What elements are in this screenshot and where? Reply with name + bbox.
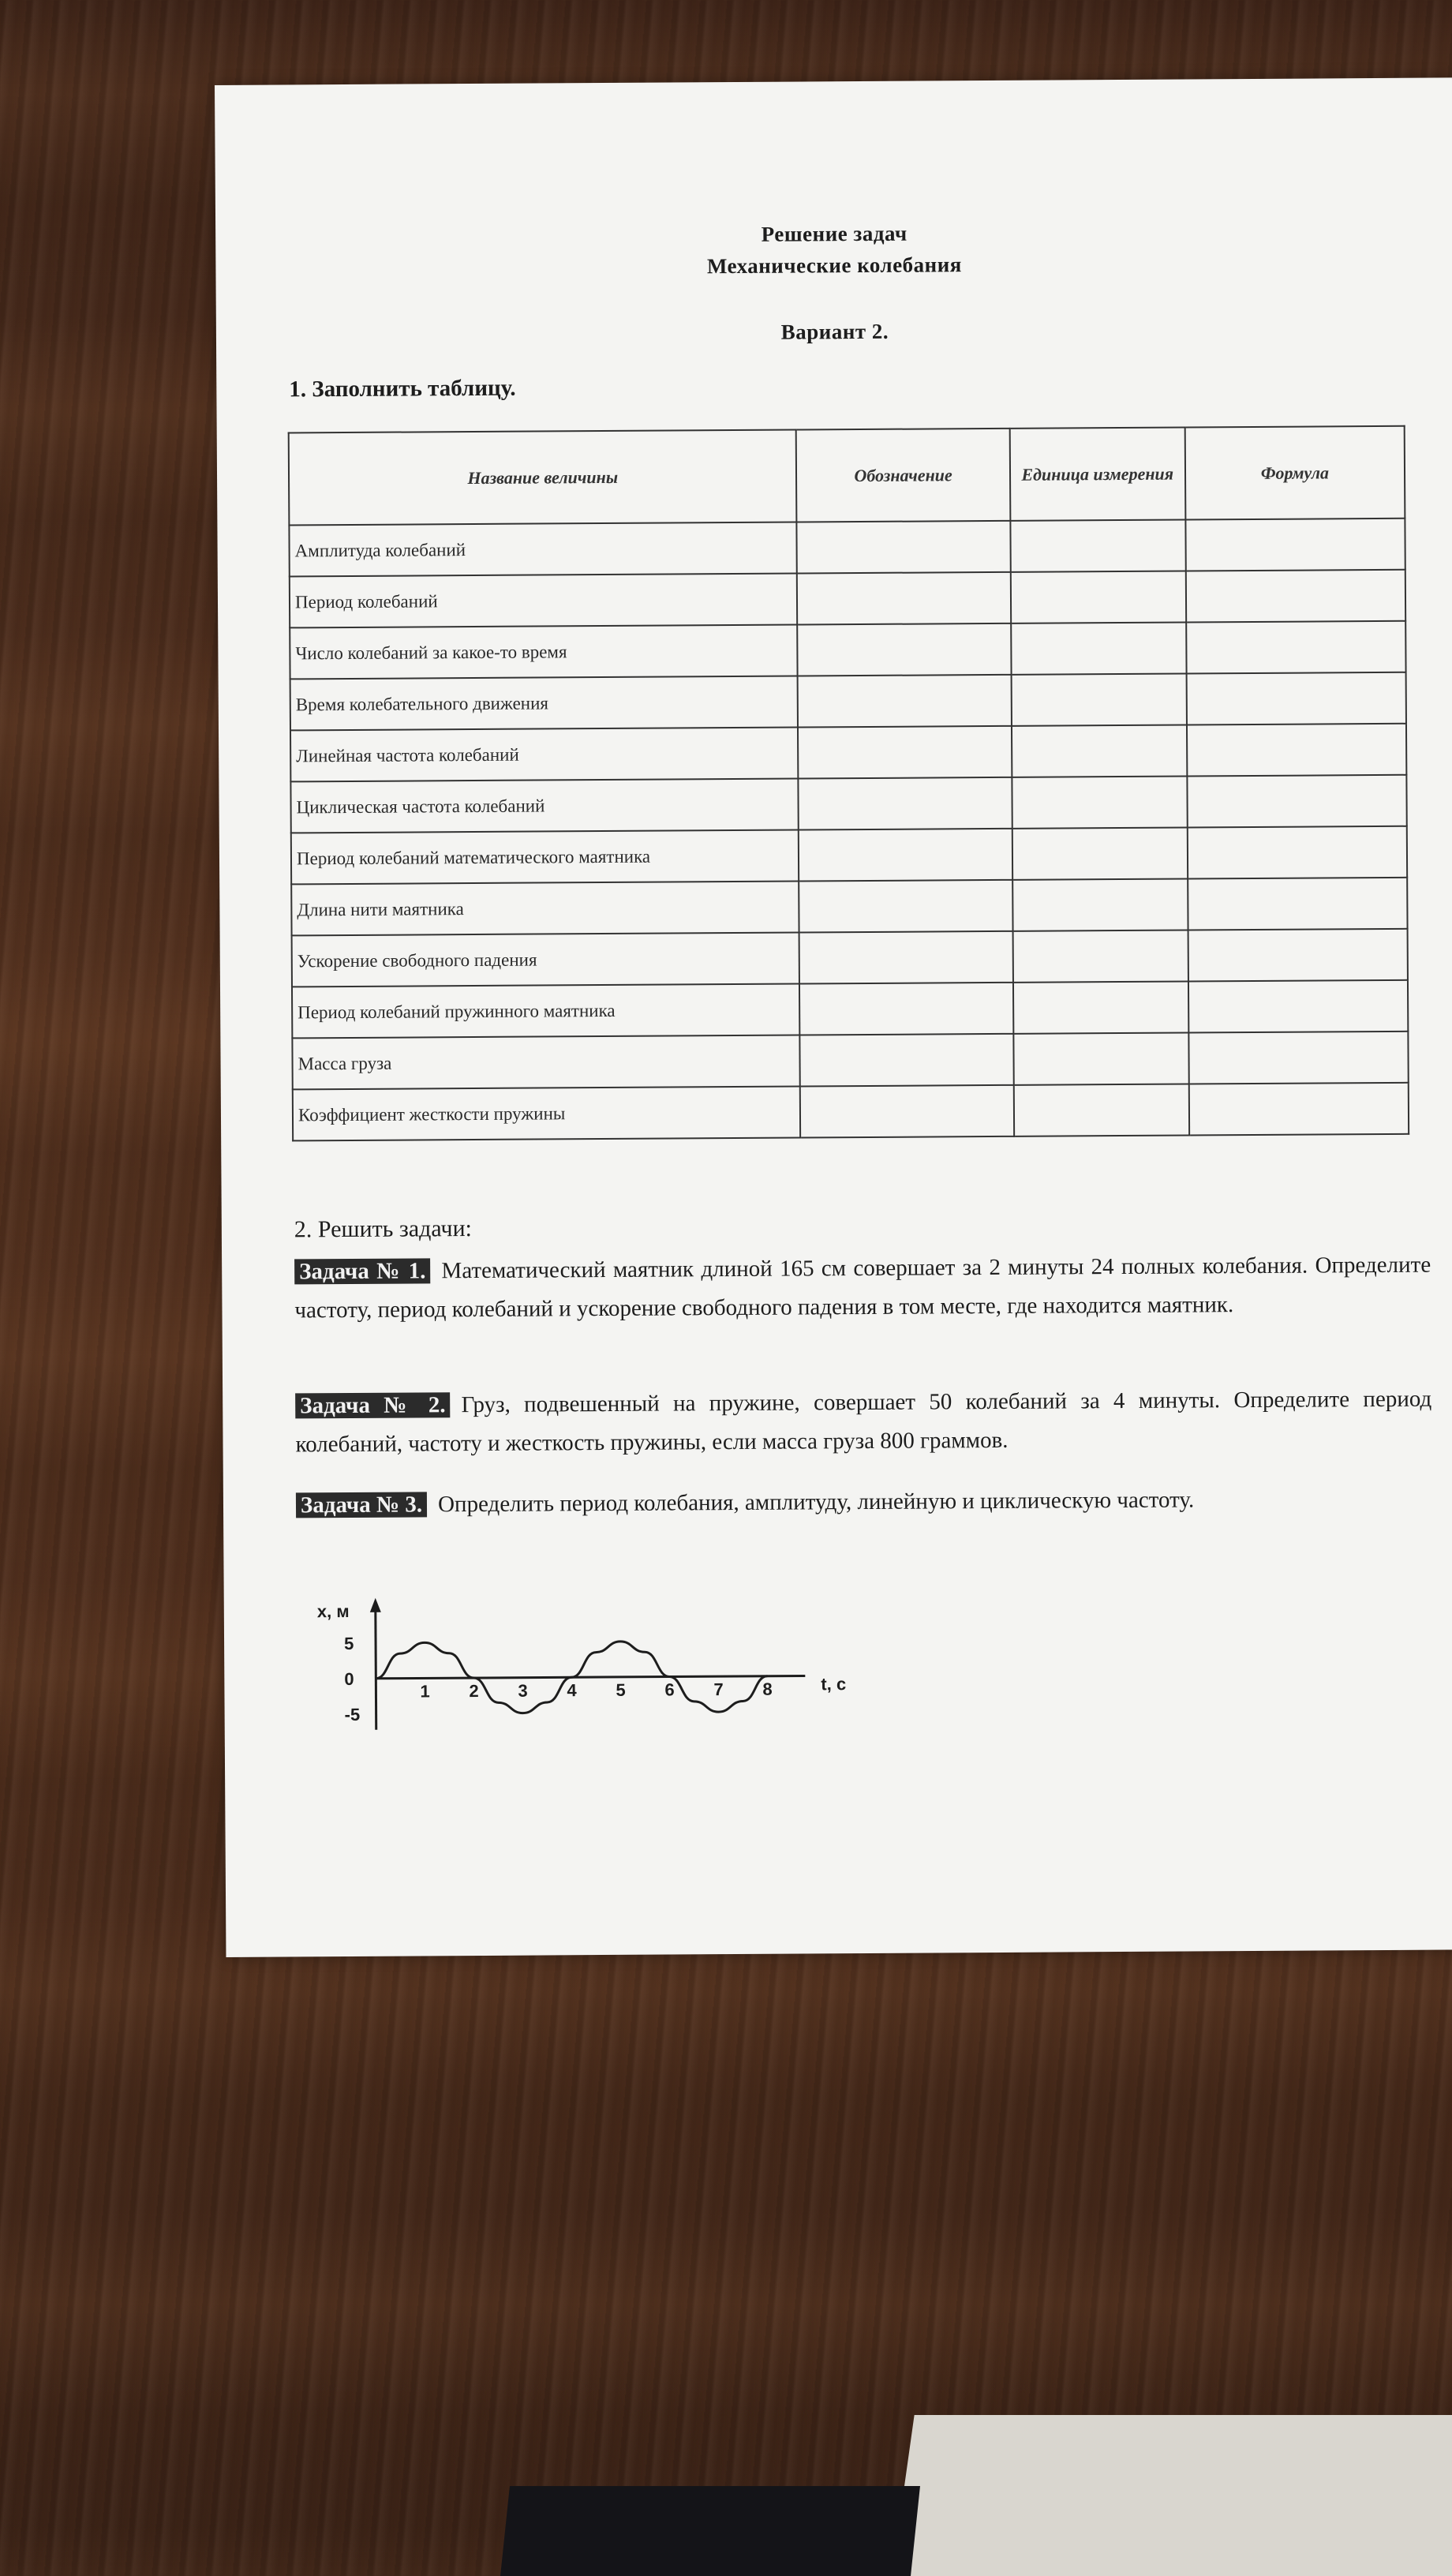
unit-cell[interactable] [1013,1032,1188,1084]
quantity-name: Число колебаний за какое-то время [290,625,798,680]
task-1 [294,1246,1431,1331]
section2-title: 2. Решить задачи: [294,1215,473,1243]
column-header-symbol: Обозначение [796,429,1010,522]
task-2 [295,1380,1432,1465]
unit-cell[interactable] [1012,930,1188,982]
x-tick-label: 4 [567,1680,577,1701]
formula-cell[interactable] [1188,980,1409,1033]
quantity-name: Масса груза [292,1035,800,1089]
symbol-cell[interactable] [800,1085,1014,1138]
unit-cell[interactable] [1012,827,1187,879]
table-row [291,826,1407,885]
x-tick-label: 6 [664,1679,675,1700]
symbol-cell[interactable] [800,1034,1014,1087]
table-row [290,621,1405,680]
task-1-text: Математический маятник длиной 165 см совершает за 2 минуты 24 полных колебания. Определите частоту, период колебаний и ускорение свободного падения в том месте, где находится маятник. [294,1252,1431,1324]
symbol-cell[interactable] [799,931,1013,984]
formula-cell[interactable] [1185,519,1405,571]
formula-cell[interactable] [1188,929,1408,982]
y-axis-arrow-icon [370,1598,381,1612]
x-axis-label: t, c [821,1674,847,1694]
formula-cell[interactable] [1188,1083,1409,1136]
symbol-cell[interactable] [799,829,1012,882]
dark-object [500,2486,920,2576]
x-tick-label: 1 [420,1681,430,1702]
symbol-cell[interactable] [799,983,1013,1035]
symbol-cell[interactable] [798,726,1012,779]
table-row [292,980,1408,1039]
worksheet-variant: Вариант 2. [780,319,889,344]
unit-cell[interactable] [1011,622,1186,674]
quantities-table [288,425,1409,1142]
x-tick-label: 7 [713,1679,724,1700]
quantity-name: Циклическая частота колебаний [290,778,799,833]
unit-cell[interactable] [1012,776,1187,828]
formula-cell[interactable] [1188,878,1408,930]
unit-cell[interactable] [1011,571,1186,623]
x-tick-label: 8 [762,1679,773,1699]
worksheet-topic: Механические колебания [706,253,962,279]
task-3 [296,1480,1432,1526]
y-tick-label: 5 [343,1633,354,1654]
task-3-text: Определить период колебания, амплитуду, линейную и циклическую частоту. [437,1487,1195,1518]
quantity-name: Период колебаний [290,574,798,628]
table-row [291,878,1407,936]
symbol-cell[interactable] [799,880,1013,933]
symbol-cell[interactable] [798,623,1012,676]
y-axis-label: x, м [316,1601,350,1622]
column-header-formula: Формула [1184,426,1405,520]
quantity-name: Коэффициент жесткости пружины [293,1086,801,1140]
x-tick-label: 3 [518,1680,528,1701]
x-tick-label: 2 [469,1680,479,1702]
quantity-name: Период колебаний математического маятника [291,829,799,884]
table-row [290,570,1405,628]
table-row [292,1032,1408,1090]
column-header-unit: Единица измерения [1009,427,1185,520]
y-tick-label: -5 [344,1704,361,1725]
table-row [290,672,1406,731]
symbol-cell[interactable] [797,521,1011,574]
formula-cell[interactable] [1185,570,1405,623]
worksheet-title: Решение задач [761,221,908,246]
column-header-name: Название величины [289,430,797,526]
table-row [290,775,1406,833]
formula-cell[interactable] [1186,621,1406,674]
task-1-label: Задача № 1. [294,1258,431,1284]
unit-cell[interactable] [1012,724,1187,777]
table-header-row [289,426,1405,526]
task-3-label: Задача № 3. [296,1492,427,1518]
unit-cell[interactable] [1013,1084,1188,1136]
task-2-text: Груз, подвешенный на пружине, совершает 50 колебаний за 4 минуты. Определите период колебаний, частоту и жесткость пружины, если масса груза 800 граммов. [295,1386,1432,1458]
quantity-name: Время колебательного движения [290,676,799,730]
task-2-label: Задача № 2. [295,1392,451,1418]
symbol-cell[interactable] [798,675,1012,728]
symbol-cell[interactable] [799,777,1012,830]
table-row [292,929,1408,987]
quantity-name: Линейная частота колебаний [290,727,799,781]
formula-cell[interactable] [1188,1032,1409,1084]
section1-title: 1. Заполнить таблицу. [289,375,516,402]
formula-cell[interactable] [1187,724,1407,777]
unit-cell[interactable] [1012,878,1188,930]
table-row [289,519,1405,577]
formula-cell[interactable] [1186,672,1406,725]
formula-cell[interactable] [1187,775,1407,828]
quantity-name: Ускорение свободного падения [292,932,800,987]
y-tick-label: 0 [344,1668,354,1690]
unit-cell[interactable] [1011,673,1186,725]
symbol-cell[interactable] [797,572,1011,625]
oscillation-graph [300,1581,869,1750]
unit-cell[interactable] [1010,519,1185,571]
quantity-name: Амплитуда колебаний [289,522,797,577]
quantity-name: Длина нити маятника [291,881,799,935]
quantity-name: Период колебаний пружинного маятника [292,983,800,1038]
worksheet-paper [215,77,1452,1957]
floor-tile [892,2415,1452,2576]
table-row [293,1083,1409,1141]
unit-cell[interactable] [1013,981,1188,1033]
table-row [290,724,1406,782]
x-tick-label: 5 [616,1679,626,1700]
formula-cell[interactable] [1187,826,1407,879]
x-axis [376,1676,805,1678]
